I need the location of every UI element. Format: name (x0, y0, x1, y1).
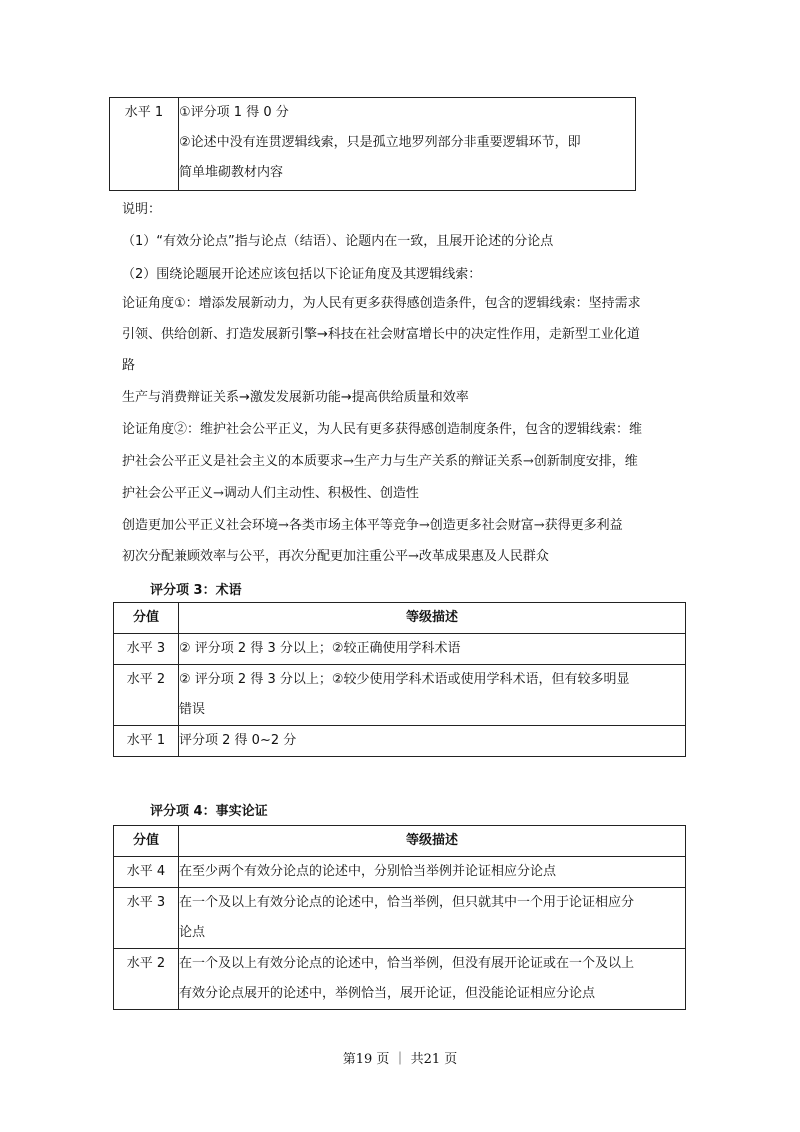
description-line: ② 评分项 2 得 3 分以上；②较正确使用学科术语 (179, 641, 461, 656)
note-item-1: （1）“有效分论点”指与论点（结语）、论题内在一致，且展开论述的分论点 (122, 234, 554, 249)
angle2-line: 护社会公平正义是社会主义的本质要求→生产力与生产关系的辩证关系→创新制度安排，维 (122, 454, 638, 469)
table-row (114, 949, 686, 1010)
angle1-line: 论证角度①：增添发展新动力，为人民有更多获得感创造条件，包含的逻辑线索：坚持需求 (122, 296, 641, 311)
table-row (114, 857, 686, 888)
angle1-line: 生产与消费辩证关系→激发发展新功能→提高供给质量和效率 (122, 390, 469, 405)
level-cell: 水平 2 (114, 665, 179, 726)
description-cell (179, 857, 686, 888)
level-cell: 水平 1 (110, 98, 179, 191)
column-header-score: 分值 (114, 826, 179, 857)
table-row (114, 888, 686, 949)
description-line: ② 评分项 2 得 3 分以上；②较少使用学科术语或使用学科术语，但有较多明显 (179, 672, 630, 687)
table-row (110, 98, 636, 191)
description-cell (179, 888, 686, 949)
table-row (114, 665, 686, 726)
description-cell (179, 665, 686, 726)
angle2-line: 初次分配兼顾效率与公平，再次分配更加注重公平→改革成果惠及人民群众 (122, 549, 549, 564)
description-line: 在至少两个有效分论点的论述中，分别恰当举例并论证相应分论点 (179, 864, 557, 879)
angle2-line: 护社会公平正义→调动人们主动性、积极性、创造性 (122, 486, 419, 501)
description-line: 论点 (179, 925, 206, 940)
notes-label: 说明： (122, 202, 162, 217)
description-line: 在一个及以上有效分论点的论述中，恰当举例，但没有展开论证或在一个及以上 (179, 956, 635, 971)
section3-table (113, 602, 686, 757)
description-cell (179, 98, 636, 191)
description-line: 有效分论点展开的论述中，举例恰当，展开论证，但没能论证相应分论点 (179, 986, 596, 1001)
table-row (114, 634, 686, 665)
column-header-description: 等级描述 (179, 603, 686, 634)
description-line: 评分项 2 得 0~2 分 (179, 733, 297, 748)
table-row (114, 726, 686, 757)
level-cell: 水平 3 (114, 634, 179, 665)
table-header-row (114, 603, 686, 634)
description-cell (179, 949, 686, 1010)
column-header-description: 等级描述 (179, 826, 686, 857)
description-line: 简单堆砌教材内容 (179, 165, 284, 180)
note-item-2: （2）围绕论题展开论述应该包括以下论证角度及其逻辑线索： (122, 267, 482, 282)
column-header-score: 分值 (114, 603, 179, 634)
level-cell: 水平 1 (114, 726, 179, 757)
description-line: ②论述中没有连贯逻辑线索，只是孤立地罗列部分非重要逻辑环节，即 (179, 135, 581, 150)
page-number: 第19 页 ｜ 共21 页 (342, 1052, 458, 1067)
description-cell (179, 726, 686, 757)
angle2-line: 创造更加公平正义社会环境→各类市场主体平等竞争→创造更多社会财富→获得更多利益 (122, 518, 623, 533)
angle2-line: 论证角度②：维护社会公平正义，为人民有更多获得感创造制度条件，包含的逻辑线索：维 (122, 422, 643, 437)
description-line: ①评分项 1 得 0 分 (179, 105, 289, 120)
angle1-line: 路 (122, 358, 136, 373)
level-cell: 水平 2 (114, 949, 179, 1010)
description-line: 在一个及以上有效分论点的论述中，恰当举例，但只就其中一个用于论证相应分 (179, 895, 635, 910)
angle1-line: 引领、供给创新、打造发展新引擎→科技在社会财富增长中的决定性作用，走新型工业化道 (122, 327, 640, 342)
section4-table (113, 825, 686, 1010)
description-line: 错误 (179, 702, 206, 717)
description-cell (179, 634, 686, 665)
section4-heading: 评分项 4：事实论证 (150, 804, 268, 819)
section3-heading: 评分项 3：术语 (150, 583, 242, 598)
level-cell: 水平 4 (114, 857, 179, 888)
level1-table (109, 97, 636, 191)
level-cell: 水平 3 (114, 888, 179, 949)
table-header-row (114, 826, 686, 857)
